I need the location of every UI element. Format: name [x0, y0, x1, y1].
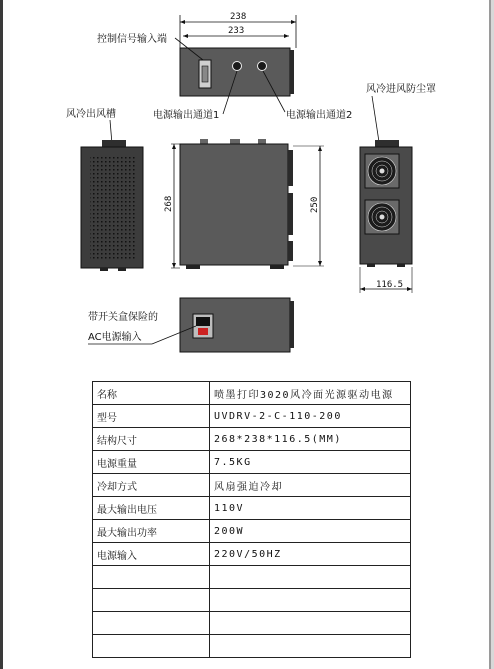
handle-top-right [375, 140, 399, 147]
spec-value [210, 566, 411, 589]
spec-key: 冷却方式 [93, 474, 210, 497]
table-row [93, 520, 411, 543]
dim-inner-width: 233 [228, 26, 245, 36]
spec-value: 200W [210, 520, 411, 543]
label-dust-cover: 风冷进风防尘罩 [366, 84, 436, 95]
dim-height-left: 268 [164, 195, 174, 212]
table-row [93, 474, 411, 497]
dim-outer-width: 238 [230, 12, 247, 22]
spec-key: 电源重量 [93, 451, 210, 474]
table-row [93, 451, 411, 474]
table-row [93, 589, 411, 612]
spec-value: 110V [210, 497, 411, 520]
bottom-view [88, 298, 294, 352]
table-row [93, 612, 411, 635]
label-channel-1: 电源输出通道1 [153, 110, 220, 121]
dim-height-right: 250 [310, 196, 320, 213]
top-view [97, 12, 352, 121]
table-row [93, 566, 411, 589]
front-view [164, 139, 324, 269]
spec-key [93, 635, 210, 658]
spec-key [93, 566, 210, 589]
label-channel-2: 电源输出通道2 [286, 110, 353, 121]
spec-value: 268*238*116.5(MM) [210, 428, 411, 451]
spec-key [93, 589, 210, 612]
spec-value [210, 589, 411, 612]
front-side-rail-lower [288, 193, 293, 235]
front-view-body [180, 144, 288, 265]
spec-value: UVDRV-2-C-110-200 [210, 405, 411, 428]
spec-key: 结构尺寸 [93, 428, 210, 451]
outlet-vent-grille [90, 155, 136, 260]
label-ac-line1: 带开关盒保险的 [88, 312, 158, 323]
top-view-side-rail [290, 50, 294, 94]
table-row [93, 543, 411, 566]
spec-value: 7.5KG [210, 451, 411, 474]
table-row [93, 635, 411, 658]
front-side-rail-upper [288, 150, 293, 186]
table-row [93, 405, 411, 428]
spec-value: 风扇强迫冷却 [210, 474, 411, 497]
output-channel-2-port [258, 62, 267, 71]
spec-table [92, 381, 411, 658]
spec-value: 喷墨打印3020风冷面光源驱动电源 [210, 382, 411, 405]
spec-key: 名称 [93, 382, 210, 405]
right-side-view [360, 82, 436, 293]
power-switch-icon [198, 328, 208, 335]
spec-value: 220V/50HZ [210, 543, 411, 566]
label-outlet: 风冷出风槽 [66, 109, 116, 120]
spec-key: 最大输出功率 [93, 520, 210, 543]
spec-key: 型号 [93, 405, 210, 428]
dim-depth: 116.5 [376, 280, 404, 290]
spec-value [210, 635, 411, 658]
table-row [93, 497, 411, 520]
label-ac-line2: AC电源输入 [88, 332, 142, 343]
spec-key: 电源输入 [93, 543, 210, 566]
spec-key [93, 612, 210, 635]
table-row [93, 428, 411, 451]
left-side-view [66, 107, 143, 271]
handle-top-left [102, 140, 126, 147]
spec-key: 最大输出电压 [93, 497, 210, 520]
output-channel-1-port [233, 62, 242, 71]
label-control-signal: 控制信号输入端 [97, 34, 167, 45]
table-row [93, 382, 411, 405]
spec-value [210, 612, 411, 635]
